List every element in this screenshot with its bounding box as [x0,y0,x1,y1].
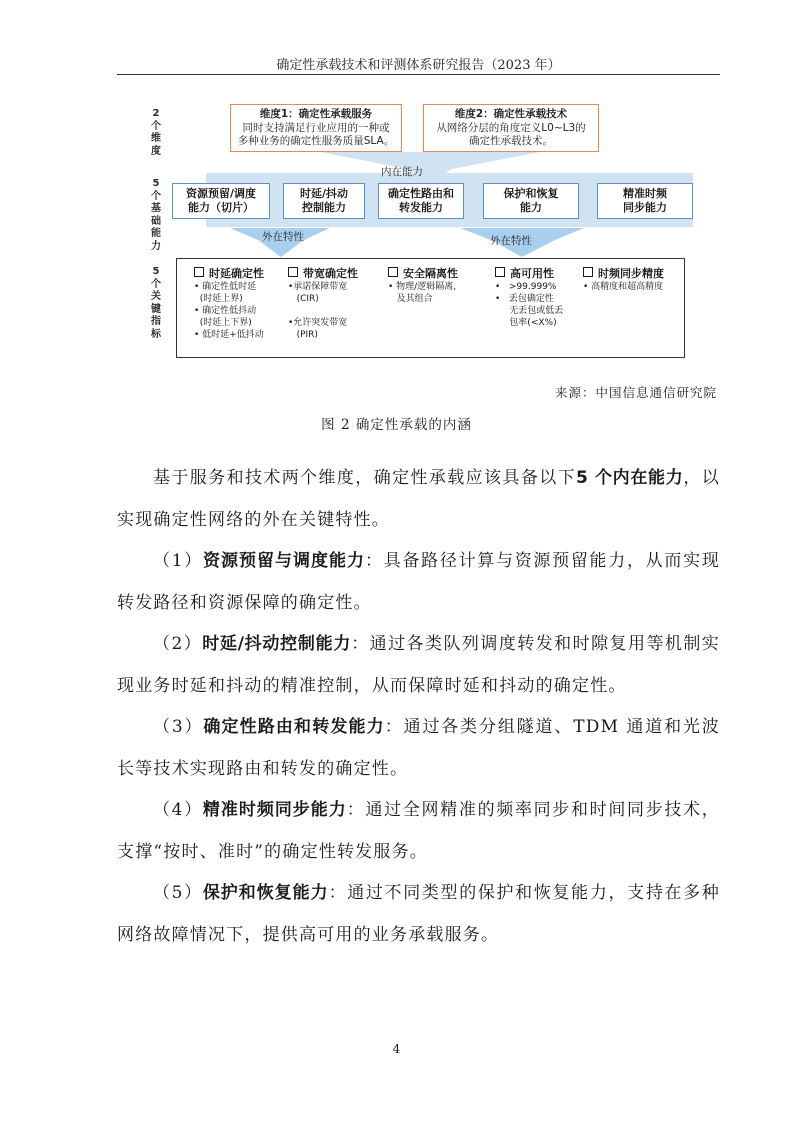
capability-paragraph-5: （5）保护和恢复能力：通过不同类型的保护和恢复能力，支持在多种网络故障情况下，提供高可用的业务承载服务。 [117,883,721,945]
figure-caption: 图 2 确定性承载的内涵 [321,417,472,433]
figure-source: 来源：中国信息通信研究院 [554,385,717,400]
external-label-right: 外在特性 [490,235,532,247]
capability-resource-reservation: 资源预留/调度 能力（切片） [172,183,270,219]
indicator-latency-determinism: 时延确定性 • 确定性低时延 (时延上界) • 确定性低抖动 (时延上下界) • 低时延+低抖动 [194,267,264,340]
indicator-security-isolation: 安全隔离性 • 物理/逻辑隔离, 及其组合 [388,267,458,304]
capability-paragraph-1: （1）资源预留与调度能力：具备路径计算与资源预留能力，从而实现转发路径和资源保障的确定性。 [117,551,721,613]
capability-paragraph-2: （2）时延/抖动控制能力：通过各类队列调度转发和时隙复用等机制实现业务时延和抖动的精准控制，从而保障时延和抖动的确定性。 [117,634,721,696]
side-label-capabilities: 5 个 基 础 能 力 [151,178,161,252]
checkbox-square-icon [495,267,505,277]
checkbox-square-icon [583,267,593,277]
indicator-bandwidth-determinism: 带宽确定性 •承诺保障带宽 (CIR) •允许突发带宽 (PIR) [288,267,358,340]
checkbox-square-icon [194,267,204,277]
indicator-high-availability: 高可用性 • >99.999% • 丢包确定性 无丢包或低丢 包率(<X%) [495,267,564,328]
figure-deterministic-bearer [0,0,793,433]
side-label-dimensions: 2 个 维 度 [151,108,161,157]
capability-protection-recovery: 保护和恢复 能力 [483,183,579,219]
page-number: 4 [392,1042,401,1056]
capability-time-frequency-sync: 精准时频 同步能力 [597,183,693,219]
dimension-technology-box: 维度2：确定性承载技术 从网络分层的角度定义L0~L3的 确定性承载技术。 [423,104,599,152]
running-header: 确定性承载技术和评测体系研究报告（2023 年） [276,58,561,73]
side-label-indicators: 5 个 关 键 指 标 [151,266,161,340]
intro-paragraph: 基于服务和技术两个维度，确定性承载应该具备以下5 个内在能力，以实现确定性网络的外在关键特性。 [117,468,720,530]
checkbox-square-icon [388,267,398,277]
inner-capability-label: 内在能力 [381,166,423,178]
indicator-time-sync-precision: 时频同步精度 • 高精度和超高精度 [583,267,664,292]
checkbox-square-icon [288,267,298,277]
capability-paragraph-4: （4）精准时频同步能力：通过全网精准的频率同步和时间同步技术，支撑“按时、准时”的确定性转发服务。 [117,800,720,862]
capability-paragraph-3: （3）确定性路由和转发能力：通过各类分组隧道、TDM 通道和光波长等技术实现路由和转发的确定性。 [117,717,720,779]
capability-latency-jitter: 时延/抖动 控制能力 [283,183,365,219]
external-label-left: 外在特性 [262,231,304,243]
capability-routing-forwarding: 确定性路由和 转发能力 [378,183,464,219]
dimension-service-box: 维度1：确定性承载服务 同时支持满足行业应用的一种或 多种业务的确定性服务质量SLA。 [230,104,402,152]
